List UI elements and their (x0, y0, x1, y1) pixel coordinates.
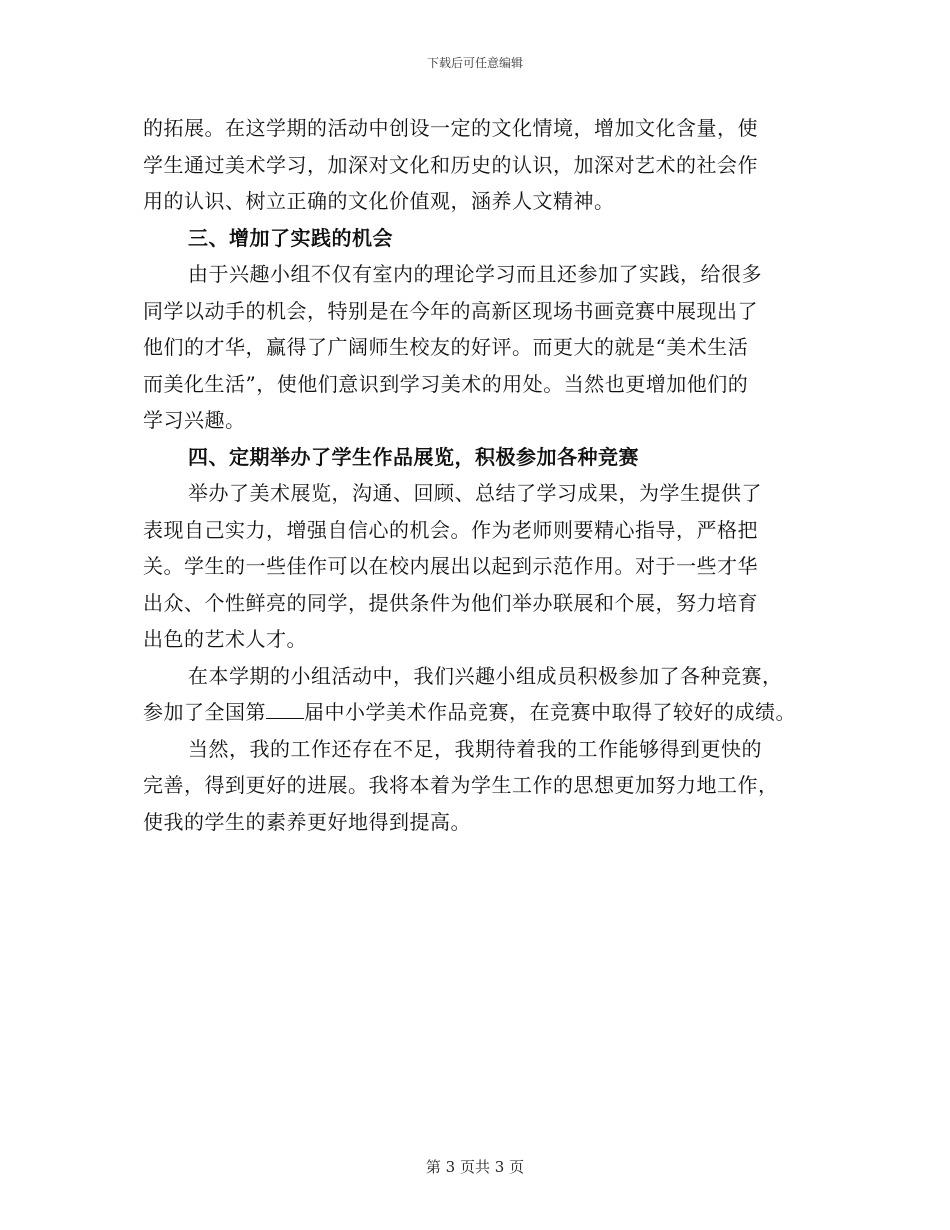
paragraph-line: 他们的才华，赢得了广阔师生校友的好评。而更大的就是“美术生活 (143, 335, 749, 359)
section-heading-practice: 三、增加了实践的机会 (188, 225, 393, 250)
section-heading-exhibition: 四、定期举办了学生作品展览，积极参加各种竞赛 (188, 444, 639, 469)
paragraph-line: 出众、个性鲜亮的同学，提供条件为他们举办联展和个展，努力培育 (143, 590, 758, 615)
fill-in-blank (266, 700, 304, 719)
page-header: 下载后可任意编辑 (426, 56, 523, 70)
paragraph-line: 学习兴趣。 (143, 408, 246, 432)
document-body (143, 110, 808, 840)
paragraph-line: 使我的学生的素养更好地得到提高。 (143, 809, 471, 834)
paragraph-line: 用的认识、树立正确的文化价值观，涵养人文精神。 (143, 189, 615, 213)
paragraph-line: 而美化生活”，使他们意识到学习美术的用处。当然也更增加他们的 (143, 371, 749, 396)
paragraph-line: 在本学期的小组活动中，我们兴趣小组成员积极参加了各种竞赛， (188, 663, 783, 688)
paragraph-line: 同学以动手的机会，特别是在今年的高新区现场书画竞赛中展现出了 (143, 298, 758, 323)
paragraph-line-with-blank (143, 694, 808, 731)
paragraph-line: 当然，我的工作还存在不足，我期待着我的工作能够得到更快的 (188, 736, 762, 761)
text-before-blank: 参加了全国第 (143, 700, 266, 724)
paragraph-line: 完善，得到更好的进展。我将本着为学生工作的思想更加努力地工作， (143, 773, 779, 797)
paragraph-line: 关。学生的一些佳作可以在校内展出以起到示范作用。对于一些才华 (143, 554, 758, 578)
paragraph-line: 的拓展。在这学期的活动中创设一定的文化情境，增加文化含量，使 (143, 116, 758, 140)
text-after-blank: 届中小学美术作品竞赛，在竞赛中取得了较好的成绩。 (304, 700, 796, 724)
paragraph-line: 学生通过美术学习，加深对文化和历史的认识，加深对艺术的社会作 (143, 152, 758, 177)
paragraph-line: 表现自己实力，增强自信心的机会。作为老师则要精心指导，严格把 (143, 517, 758, 542)
paragraph-line: 由于兴趣小组不仅有室内的理论学习而且还参加了实践，给很多 (188, 262, 762, 286)
page-footer: 第 3 页共 3 页 (425, 1158, 525, 1176)
paragraph-line: 出色的艺术人才。 (143, 627, 307, 651)
paragraph-line: 举办了美术展览，沟通、回顾、总结了学习成果，为学生提供了 (188, 481, 762, 505)
